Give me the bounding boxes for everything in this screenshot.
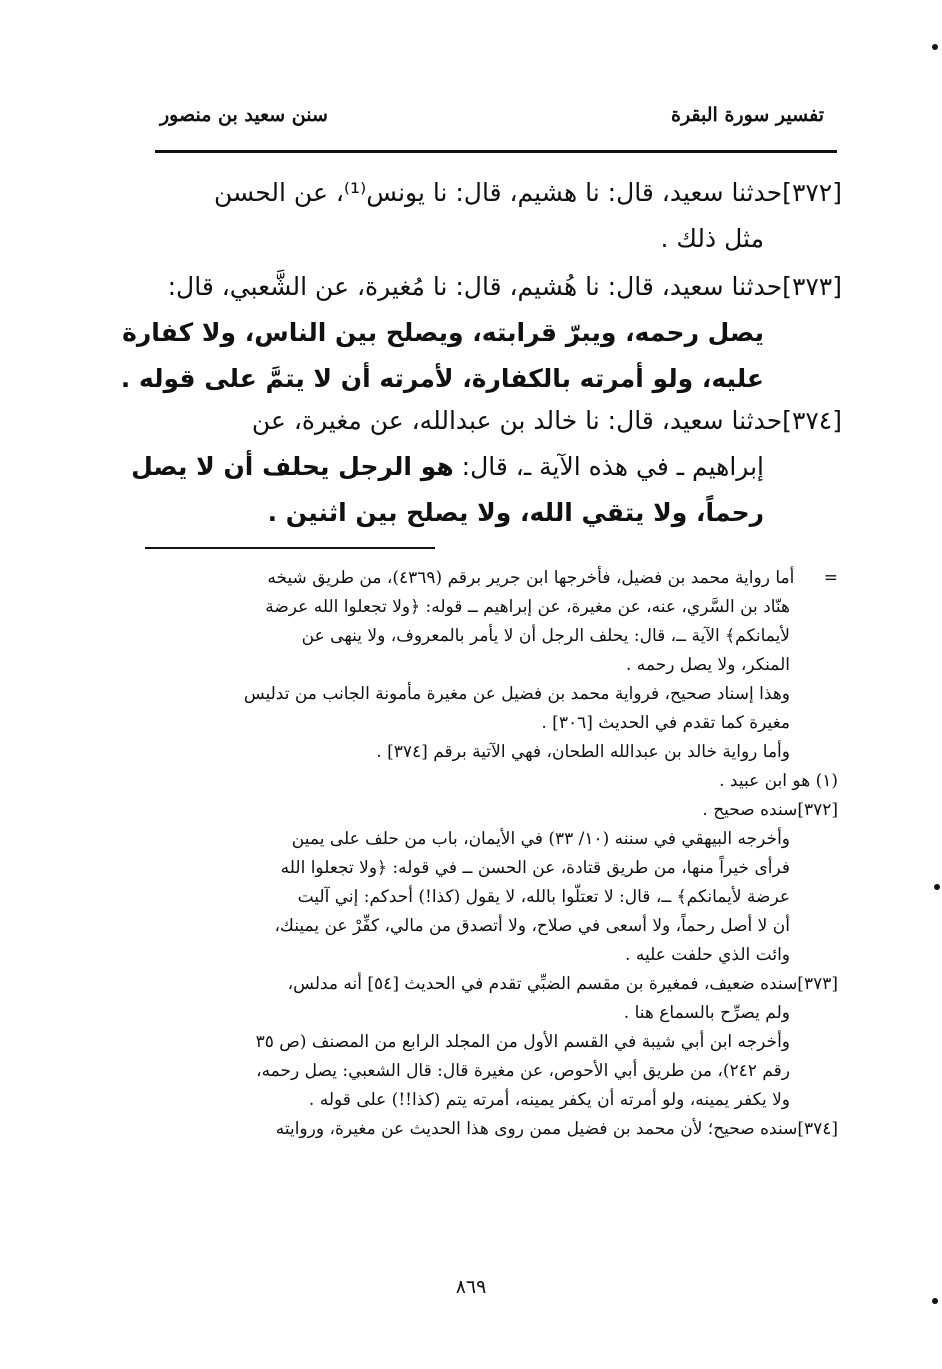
hadith-line: مثل ذلك .: [660, 224, 764, 253]
scan-mark: [932, 1298, 938, 1304]
hadith-first-line: [142, 264, 842, 310]
scan-mark: [934, 884, 940, 890]
footnote-text: أما رواية محمد بن فضيل، فأخرجها ابن جرير برقم (٤٣٦٩)، من طريق شيخه: [267, 568, 795, 588]
footnote-1: (١) هو ابن عبيد .: [719, 771, 838, 791]
running-header-chapter: تفسير سورة البقرة: [670, 104, 824, 126]
hadith-number: [٣٧٤]: [782, 406, 842, 435]
hadith-bold-line: عليه، ولو أمرته بالكفارة، لأمرته أن لا يتمَّ على قوله .: [120, 364, 764, 393]
footnote-line: وأما رواية خالد بن عبدالله الطحان، فهي الآتية برقم [٣٧٤] .: [376, 742, 790, 762]
note-372-line: أن لا أصل رحماً، ولا أسعى في صلاح، ولا أتصدق من مالي، كفِّرْ عن يمينك،: [274, 916, 790, 936]
note-372-line: عرضة لأيمانكم﴾ ــ، قال: لا تعتلّوا بالله، لا يقول (كذا!) أحدكم: إني آليت: [297, 887, 790, 907]
footnote-line: مغيرة كما تقدم في الحديث [٣٠٦] .: [541, 713, 790, 733]
header-divider: [155, 150, 837, 153]
hadith-text: إبراهيم ـ في هذه الآية ـ، قال:: [461, 452, 764, 481]
hadith-first-line: [142, 398, 842, 444]
hadith-text: حدثنا سعيد، قال: نا هشيم، قال: نا يونس⁽¹⁾، عن الحسن: [213, 178, 783, 207]
hadith-number: [٣٧٣]: [782, 272, 842, 301]
note-373-line: ولا يكفر يمينه، ولو أمرته أن يكفر يمينه، أمرته يتم (كذا!!) على قوله .: [308, 1090, 790, 1110]
hadith-374: [131, 398, 842, 536]
footnote-line: هنّاد بن السَّري، عنه، عن مغيرة، عن إبراهيم ــ قوله: ﴿ولا تجعلوا الله عرضة: [265, 597, 790, 617]
hadith-number: [٣٧٢]: [782, 178, 842, 207]
note-372-line: فرأى خيراً منها، من طريق قتادة، عن الحسن ــ في قوله: ﴿ولا تجعلوا الله: [280, 858, 790, 878]
note-373-line: ولم يصرِّح بالسماع هنا .: [623, 1003, 790, 1023]
hadith-372: [142, 170, 842, 262]
footnotes: [138, 564, 838, 1144]
hadith-373: [120, 264, 842, 402]
page-number: ٨٦٩: [455, 1276, 487, 1298]
footnote-line: المنكر، ولا يصل رحمه .: [625, 655, 790, 675]
running-header-book: سنن سعيد بن منصور: [160, 104, 328, 126]
footnote-line: [138, 564, 838, 593]
note-373-line: وأخرجه ابن أبي شيبة في القسم الأول من المجلد الرابع من المصنف (ص ٣٥: [255, 1032, 790, 1052]
note-372-line: وأخرجه البيهقي في سننه (١٠/ ٣٣) في الأيمان، باب من حلف على يمين: [291, 829, 790, 849]
hadith-mixed-line: [131, 444, 842, 490]
hadith-bold-text: هو الرجل يحلف أن لا يصل: [131, 452, 454, 481]
continuation-marker: =: [823, 568, 838, 588]
hadith-first-line: [142, 170, 842, 216]
hadith-bold-line: رحماً، ولا يتقي الله، ولا يصلح بين اثنين .: [267, 498, 764, 527]
note-373-head: [٣٧٣]سنده ضعيف، فمغيرة بن مقسم الضبِّي تقدم في الحديث [٥٤] أنه مدلس،: [287, 974, 838, 994]
note-372-head: [٣٧٢]سنده صحيح .: [702, 800, 838, 820]
hadith-text: حدثنا سعيد، قال: نا خالد بن عبدالله، عن مغيرة، عن: [251, 406, 783, 435]
scan-mark: [932, 44, 938, 50]
hadith-text: حدثنا سعيد، قال: نا هُشيم، قال: نا مُغيرة، عن الشَّعبي، قال:: [167, 272, 783, 301]
note-374-head: [٣٧٤]سنده صحيح؛ لأن محمد بن فضيل ممن روى هذا الحديث عن مغيرة، وروايته: [275, 1119, 838, 1139]
hadith-bold-line: يصل رحمه، ويبرّ قرابته، ويصلح بين الناس، ولا كفارة: [122, 318, 764, 347]
note-373-line: رقم ٢٤٢)، من طريق أبي الأحوص، عن مغيرة قال: قال الشعبي: يصل رحمه،: [256, 1061, 790, 1081]
footnote-line: لأيمانكم﴾ الآية ــ، قال: يحلف الرجل أن لا يأمر بالمعروف، ولا ينهى عن: [301, 626, 790, 646]
note-372-line: وائت الذي حلفت عليه .: [625, 945, 790, 965]
footnote-divider: [145, 547, 435, 549]
footnote-line: وهذا إسناد صحيح، فرواية محمد بن فضيل عن مغيرة مأمونة الجانب من تدليس: [243, 684, 790, 704]
